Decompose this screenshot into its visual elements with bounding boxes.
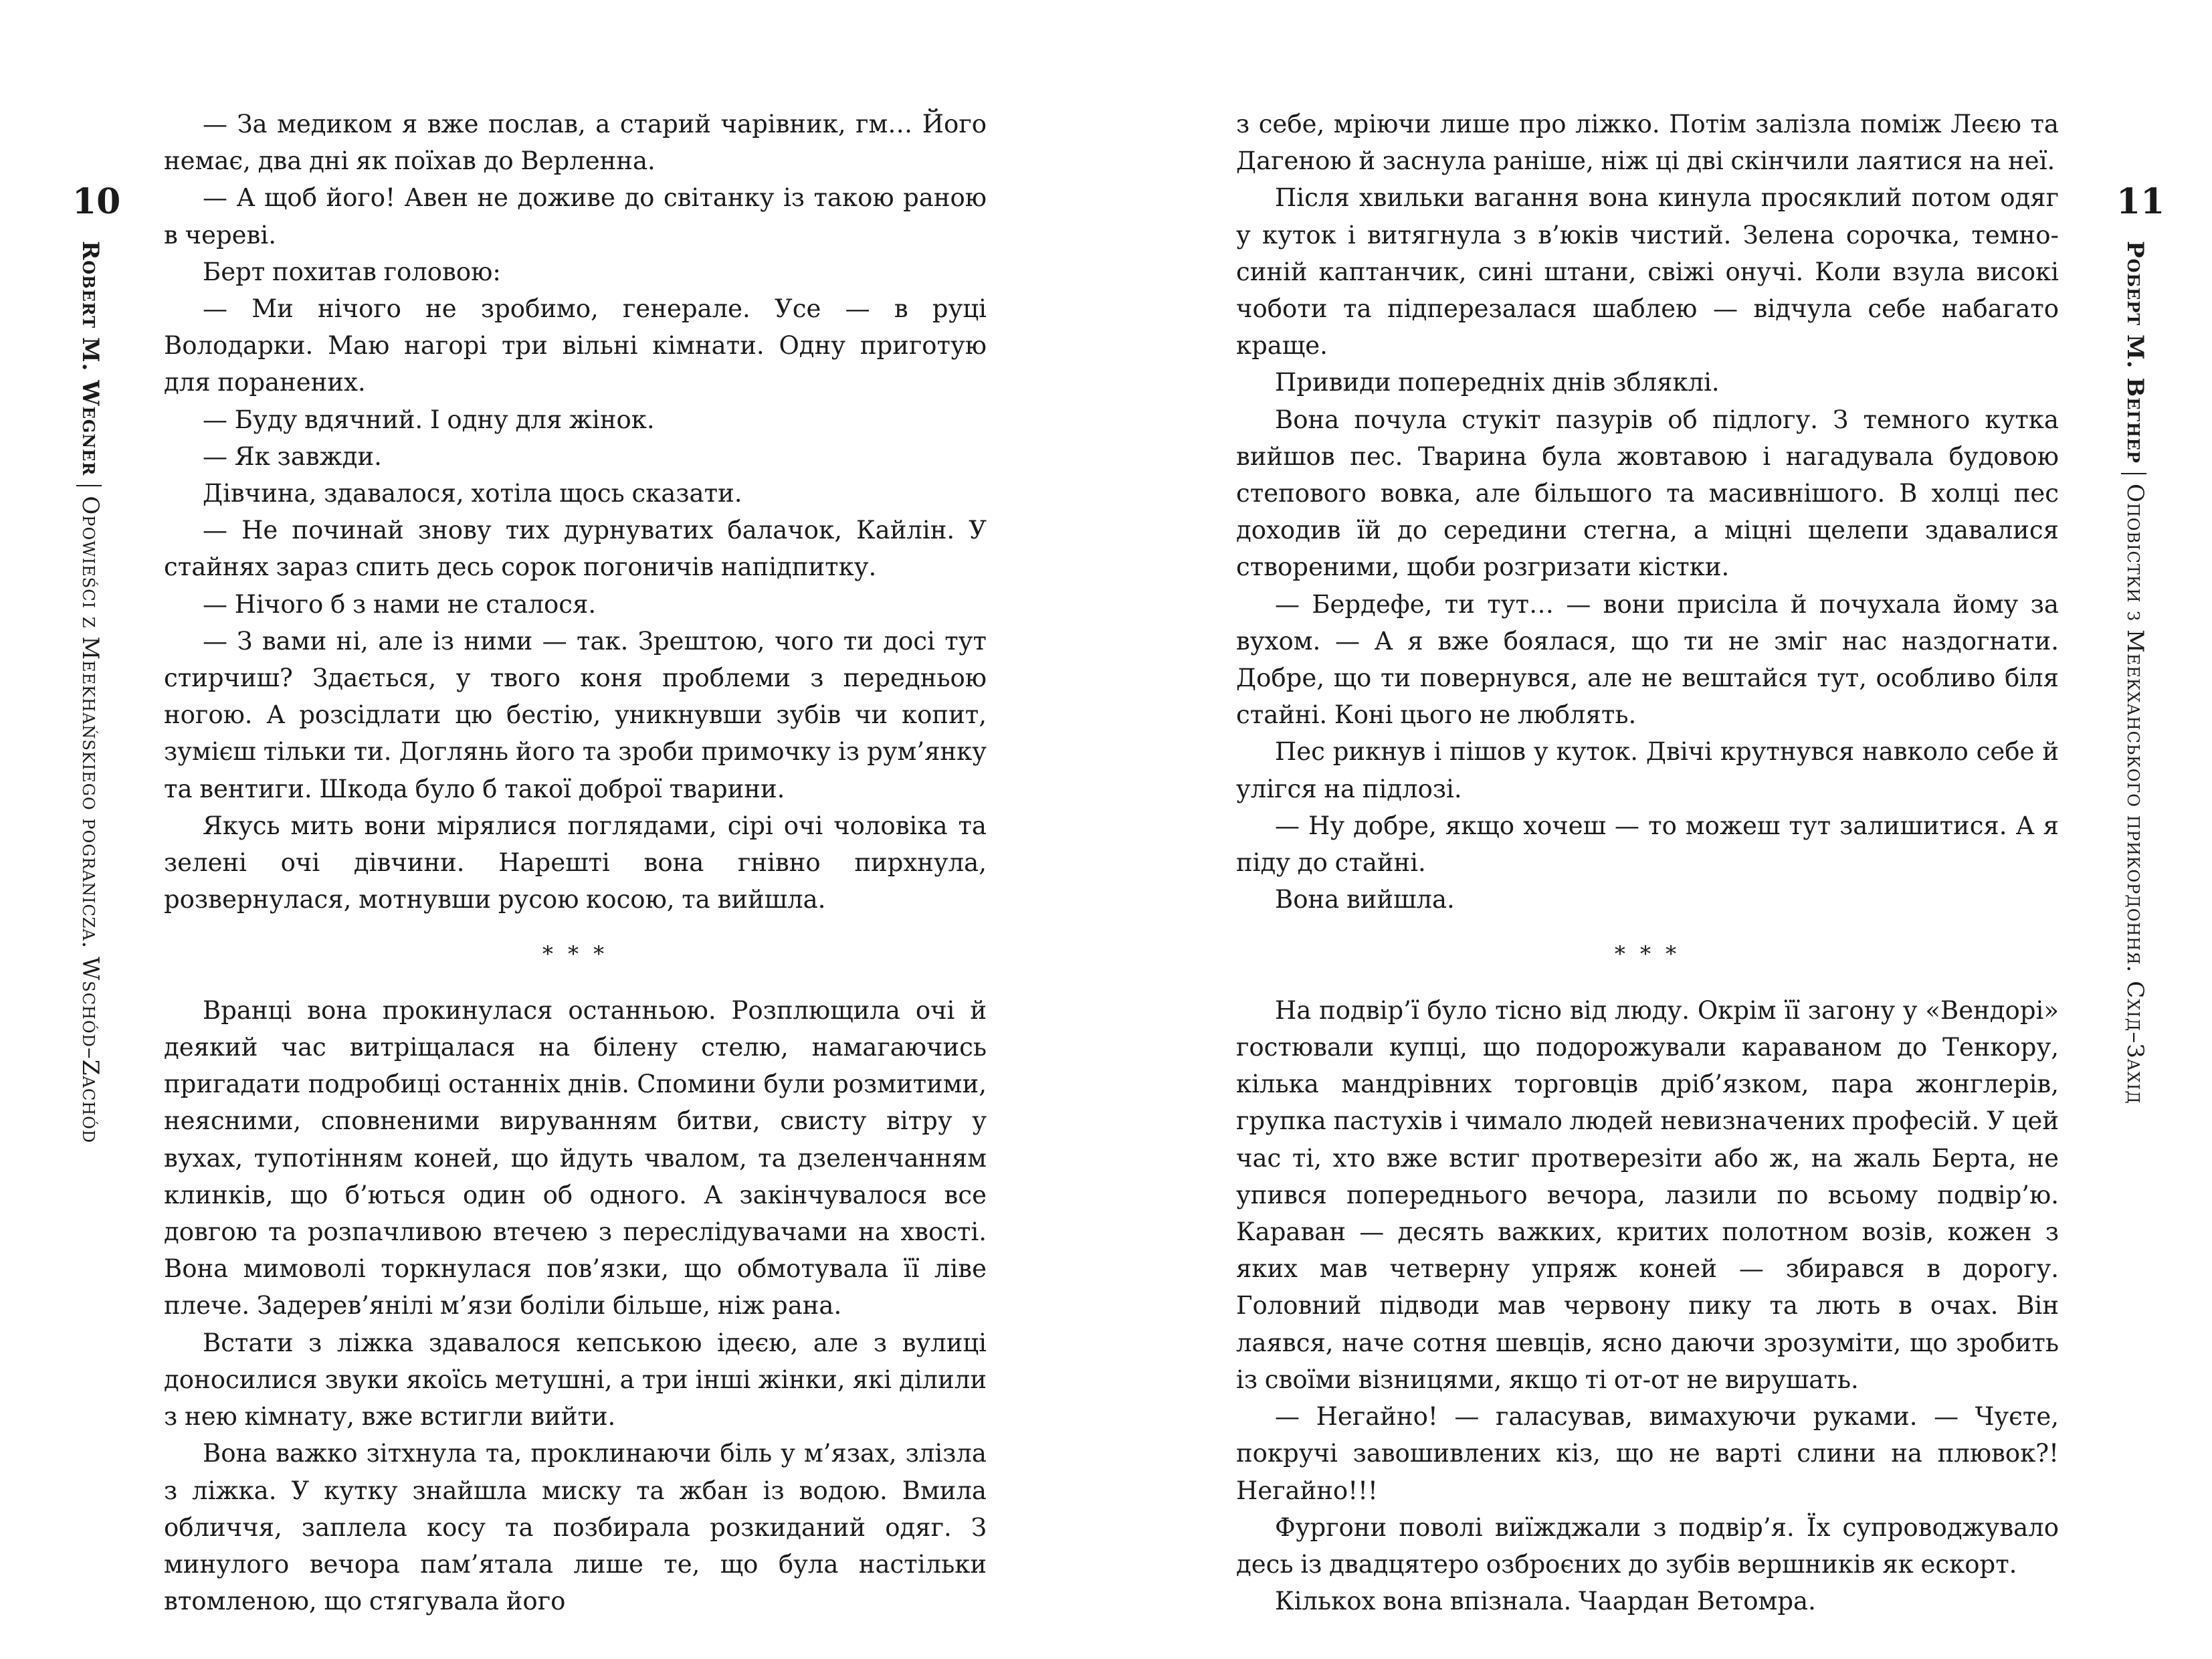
running-head-author: Robert M. Wegner <box>77 241 104 476</box>
page-number: 11 <box>2116 181 2165 222</box>
page-number: 10 <box>72 181 121 222</box>
paragraph: — Бердефе, ти тут… — вони присіла й почухала йому за вухом. — А я вже боялася, що ти не зміг нас наздогнати. Добре, що ти повернувся, але не вештайся тут, особливо біля стайні. Коні цього не люблять. <box>1236 589 2059 730</box>
paragraph: — Нічого б з нами не сталося. <box>203 589 597 619</box>
paragraph: — З вами ні, але із ними — так. Зрештою, чого ти досі тут стирчиш? Здається, у твого коня проблеми з передньою ногою. А розсідлати цю бестію, уникнувши зубів чи копит, зумієш тільки ти. Доглянь його та зроби примочку із рум’янку та вентиги. Шкода було б такої доброї тварини. <box>164 626 987 803</box>
section-separator: * * * <box>1614 941 1681 967</box>
paragraph: Якусь мить вони мірялися поглядами, сірі очі чоловіка та зелені очі дівчини. Нарешті вона гнівно пирхнула, розвернулася, мотнувши русою косою, та вийшла. <box>164 811 987 914</box>
paragraph: Після хвильки вагання вона кинула просяклий потом одяг у куток і витягнула з в’юків чистий. Зелена сорочка, темно-синій каптанчик, сині штани, свіжі онучі. Коли взула високі чоботи та підперезалася шаблею — відчула себе набагато краще. <box>1236 183 2059 361</box>
paragraph: — За медиком я вже послав, а старий чарівник, гм… Його немає, два дні як поїхав до Верленна. <box>164 110 987 176</box>
paragraph: — Ми нічого не зробимо, генерале. Усе — в руці Володарки. Маю нагорі три вільні кімнати. Одну приготую для поранених. <box>164 294 987 397</box>
section-separator: * * * <box>542 941 609 967</box>
running-head-title: Оповістки з Меекханського прикордоння. Схід–Захід <box>2122 483 2148 1104</box>
paragraph: — Буду вдячний. І одну для жінок. <box>203 405 655 434</box>
paragraph: Вона почула стукіт пазурів об підлогу. З темного кутка вийшов пес. Тварина була жовтавою і нагадувала будовою степового вовка, але більшого та масивнішого. В холці пес доходив їй до середини стегна, а міцні щелепи здавалися створеними, щоби розгризати кістки. <box>1236 405 2059 582</box>
paragraph: — Ну добре, якщо хочеш — то можеш тут залишитися. А я піду до стайні. <box>1236 811 2059 878</box>
paragraph: Фургони поволі виїжджали з подвір’я. Їх супроводжувало десь із двадцятеро озброєних до зубів вершників як ескорт. <box>1236 1512 2059 1579</box>
paragraph: Вона важко зітхнула та, проклинаючи біль у м’язах, злізла з ліжка. У кутку знайшла миску та жбан із водою. Вмила обличчя, заплела косу та позбирала розкиданий одяг. З минулого вечора пам’ятала лише те, що була настільки втомленою, що стягувала його <box>164 1439 987 1616</box>
paragraph: Привиди попередніх днів збляклі. <box>1275 368 1720 397</box>
paragraph: Дівчина, здавалося, хотіла щось сказати. <box>203 479 742 508</box>
paragraph: — Негайно! — галасував, вимахуючи руками. — Чуєте, покручі завошивлених кіз, що не варті слини на плювок?! Негайно!!! <box>1236 1402 2059 1505</box>
paragraph: — Як завжди. <box>203 442 382 471</box>
paragraph: На подвір’ї було тісно від люду. Окрім її загону у «Вендорі» гостювали купці, що подорожували караваном до Тенкору, кілька мандрівних торговців дріб’язком, пара жонглерів, групка пастухів і чимало людей невизначених професій. У цей час ті, хто вже встиг протверезіти або ж, на жаль Берта, не упився попереднього вечора, лазили по всьому подвір’ю. Караван — десять важких, критих полотном возів, кожен з яких мав четверну упряж коней — збирався в дорогу. Головний підводи мав червону пику та лють в очах. Він лаявся, наче сотня шевців, ясно даючи зрозуміти, що зробить із своїми візницями, якщо ті от-от не вирушать. <box>1236 995 2059 1394</box>
paragraph: Кількох вона впізнала. Чаардан Ветомра. <box>1275 1587 1816 1616</box>
paragraph: Вона вийшла. <box>1275 885 1455 914</box>
running-head-title: Opowieści z Meekhańskiego pogranicza. Wschód–Zachód <box>77 496 104 1144</box>
right-page <box>1106 0 2212 1659</box>
paragraph: — Не починай знову тих дурнуватих балачок, Кайлін. У стайнях зараз спить десь сорок погоничів напідпитку. <box>164 516 987 582</box>
running-head-author: Роберт М. Вегнер <box>2122 241 2148 464</box>
running-head-divider <box>76 485 102 486</box>
running-head <box>76 241 104 1143</box>
paragraph: Пес рикнув і пішов у куток. Двічі крутнувся навколо себе й улігся на підлозі. <box>1236 737 2059 803</box>
paragraph: — А щоб його! Авен не доживе до світанку із такою раною в череві. <box>164 183 987 250</box>
paragraph: Берт похитав головою: <box>203 257 501 286</box>
running-head <box>2121 241 2148 1104</box>
paragraph: Вранці вона прокинулася останньою. Розплющила очі й деякий час витріщалася на білену стелю, намагаючись пригадати подробиці останніх днів. Спомини були розмитими, неясними, сповненими вируванням битви, свисту вітру у вухах, тупотінням коней, що йдуть чвалом, та дзеленчанням клинків, що б’ються один об одного. А закінчувалося все довгою та розпачливою втечею з переслідувачами на хвості. Вона мимоволі торкнулася пов’язки, що обмотувала її ліве плече. Задерев’янілі м’язи боліли більше, ніж рана. <box>164 995 987 1321</box>
paragraph: з себе, мріючи лише про ліжко. Потім залізла поміж Леєю та Дагеною й заснула раніше, ніж ці дві скінчили лаятися на неї. <box>1236 110 2059 176</box>
text-column <box>1236 106 2059 1620</box>
running-head-divider <box>2121 473 2146 474</box>
text-column <box>164 106 987 1620</box>
paragraph: Встати з ліжка здавалося кепською ідеєю, але з вулиці доносилися звуки якоїсь метушні, а три інші жінки, які ділили з нею кімнату, вже встигли вийти. <box>164 1328 987 1432</box>
